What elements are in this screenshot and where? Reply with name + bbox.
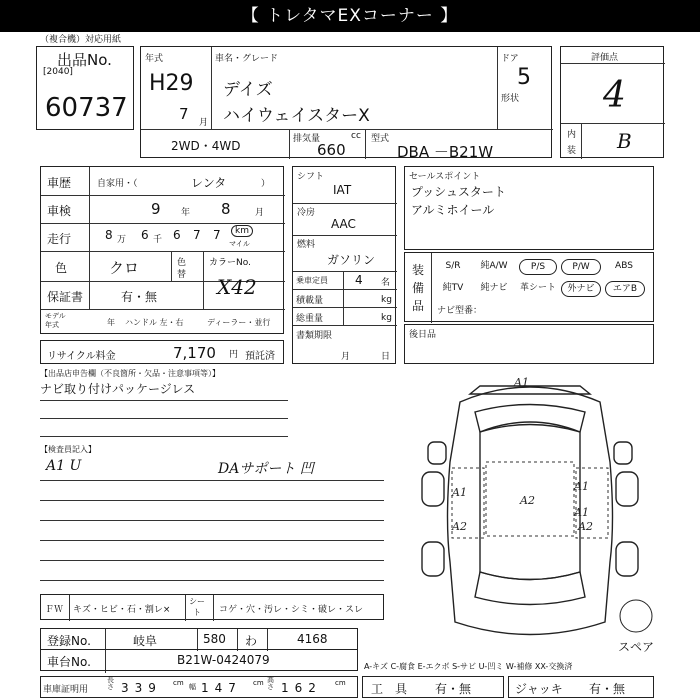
tools-value: 有・無 bbox=[435, 682, 472, 696]
model-year-handle: ハンドル 左・右 bbox=[125, 318, 184, 327]
car-rear-window bbox=[475, 572, 585, 605]
aircon-label: 冷房 bbox=[297, 208, 316, 218]
load-unit: kg bbox=[381, 295, 392, 305]
top-note: （複合機）対応用紙 bbox=[40, 35, 122, 45]
recycle-label: リサイクル料金 bbox=[47, 351, 116, 362]
sales-line-1: プッシュスタート bbox=[411, 185, 506, 199]
vehicle-box bbox=[140, 46, 552, 161]
equip-abs: ABS bbox=[615, 261, 633, 271]
displacement-unit: cc bbox=[351, 131, 361, 141]
tools-row bbox=[362, 676, 504, 698]
mark-roof: A2 bbox=[520, 494, 535, 507]
equip-leather: 革シート bbox=[519, 283, 556, 293]
car-diagram bbox=[400, 372, 660, 652]
warranty-label: 保証書 bbox=[47, 290, 84, 304]
cert-label: 車庫証明用 bbox=[43, 685, 89, 695]
interior-label-2: 装 bbox=[567, 146, 577, 156]
fw-items-2: コゲ・穴・汚レ・シミ・破レ・スレ bbox=[219, 605, 364, 615]
mileage-u1: 万 bbox=[117, 235, 127, 245]
exhibitor-label: 【出品店申告欄（不良箇所・欠品・注意事項等）】 bbox=[40, 369, 220, 378]
model-year-year: 年 bbox=[107, 318, 115, 327]
equip-label-3: 品 bbox=[412, 299, 425, 313]
shape-label: 形状 bbox=[501, 94, 520, 104]
aftermarket-box bbox=[404, 324, 654, 364]
recycle-box bbox=[40, 340, 284, 364]
equip-pw: P/W bbox=[561, 259, 601, 275]
cert-d2: 幅 bbox=[189, 683, 196, 691]
weight-unit: kg bbox=[381, 313, 392, 323]
mark-right-mid: A1 bbox=[574, 506, 589, 519]
inspection-label: 車検 bbox=[47, 204, 72, 218]
mark-left-front: A1 bbox=[452, 486, 467, 499]
shift-label: シフト bbox=[297, 172, 325, 182]
load-label: 積載量 bbox=[296, 296, 324, 306]
cert-d1: 長さ bbox=[107, 676, 114, 691]
mileage-u2: 千 bbox=[153, 235, 163, 245]
plate-place: 岐阜 bbox=[133, 634, 158, 648]
type-value: DBA －B21W bbox=[397, 143, 494, 161]
equip-nav-model: ナビ型番： bbox=[437, 306, 483, 316]
year-month: 7 bbox=[179, 105, 189, 123]
wheel-front-right bbox=[616, 472, 638, 506]
equip-ps: P/S bbox=[519, 259, 557, 275]
plate-class: 580 bbox=[203, 632, 226, 646]
displacement-value: 660 bbox=[317, 141, 346, 159]
model-grade: ハイウェイスターX bbox=[223, 106, 370, 126]
details-table bbox=[40, 166, 284, 334]
color-no-value: X42 bbox=[217, 275, 257, 299]
damage-legend: A-キズ C-腐食 E-エクボ S-サビ U-凹ミ W-補修 XX-交換済 bbox=[364, 662, 573, 671]
mileage-d2: 6 bbox=[141, 228, 149, 242]
wheel-rear-right bbox=[616, 542, 638, 576]
aircon-value: AAC bbox=[331, 217, 356, 231]
lot-number: 60737 bbox=[45, 93, 128, 123]
model-year-label-2: 年式 bbox=[45, 321, 59, 329]
color-change-1: 色 bbox=[177, 258, 187, 268]
jack-value: 有・無 bbox=[589, 682, 626, 696]
car-mirror-right bbox=[614, 442, 632, 464]
color-no-label: カラーNo. bbox=[209, 258, 251, 268]
lot-small: [2040] bbox=[43, 67, 73, 77]
spare-label: スペア bbox=[618, 640, 655, 654]
type-label: 型式 bbox=[371, 134, 390, 144]
interior-label-1: 内 bbox=[567, 130, 577, 140]
plate-kana: わ bbox=[245, 634, 258, 648]
model-label: 車名・グレード bbox=[215, 54, 279, 64]
score-label: 評価点 bbox=[591, 53, 619, 63]
fw-items: キズ・ヒビ・石・割レ× bbox=[73, 605, 171, 615]
equip-airbag: エアB bbox=[605, 281, 645, 297]
mark-right-front: A1 bbox=[574, 480, 589, 493]
exhibitor-text: ナビ取り付けパッケージレス bbox=[40, 382, 196, 396]
spare-tire-icon bbox=[620, 600, 652, 632]
wheel-rear-left bbox=[422, 542, 444, 576]
displacement-label: 排気量 bbox=[293, 134, 321, 144]
model-name: デイズ bbox=[223, 80, 273, 100]
doors-value: 5 bbox=[517, 65, 531, 90]
recycle-status: 預託済 bbox=[245, 351, 275, 362]
cert-row bbox=[40, 676, 358, 698]
tools-label: 工 具 bbox=[371, 682, 408, 696]
chassis-label: 車台No. bbox=[47, 655, 91, 669]
cert-unit-1: cm bbox=[173, 679, 184, 687]
chassis-row bbox=[40, 649, 358, 671]
history-close: ） bbox=[261, 179, 271, 189]
score-box bbox=[560, 46, 664, 158]
history-value: レンタ bbox=[191, 176, 227, 190]
plate-number: 4168 bbox=[297, 632, 328, 646]
inspector-left: A1 U bbox=[46, 458, 82, 474]
model-year-label-1: モデル bbox=[45, 312, 66, 320]
mileage-label: 走行 bbox=[47, 232, 72, 246]
equip-sr: S/R bbox=[445, 261, 461, 271]
capacity-unit: 名 bbox=[381, 278, 391, 288]
mileage-d3: 6 bbox=[173, 228, 181, 242]
aftermarket-label: 後日品 bbox=[409, 330, 437, 340]
inspection-month: 8 bbox=[221, 200, 231, 218]
chassis-value: B21W-0424079 bbox=[177, 653, 270, 667]
fw-side-2: ト bbox=[193, 608, 201, 617]
mileage-d4: 7 bbox=[193, 228, 201, 242]
deadline-month: 月 bbox=[341, 352, 351, 362]
year-label: 年式 bbox=[145, 54, 164, 64]
color-change-2: 替 bbox=[177, 270, 187, 280]
spec-table bbox=[292, 166, 396, 364]
jack-label: ジャッキ bbox=[515, 682, 563, 696]
sales-label: セールスポイント bbox=[409, 172, 481, 182]
recycle-value: 7,170 bbox=[173, 344, 216, 362]
fw-label: ＦＷ bbox=[45, 605, 64, 615]
mark-left-rear: A2 bbox=[452, 520, 467, 533]
equip-ext-nav: 外ナビ bbox=[561, 281, 601, 297]
mark-right-rear: A2 bbox=[578, 520, 593, 533]
jack-row bbox=[508, 676, 654, 698]
inspection-year-unit: 年 bbox=[181, 208, 191, 218]
cert-v2: 147 bbox=[201, 681, 242, 695]
plate-label: 登録No. bbox=[47, 634, 91, 648]
mileage-d1: 8 bbox=[105, 228, 113, 242]
year-month-unit: 月 bbox=[199, 118, 209, 128]
equip-tv: 純TV bbox=[442, 283, 464, 293]
equipment-box bbox=[404, 252, 654, 322]
capacity-value: 4 bbox=[355, 273, 363, 287]
banner: 【 トレタマEXコーナー 】 bbox=[0, 0, 700, 32]
drive-type: 2WD・4WD bbox=[171, 139, 241, 153]
deadline-day: 日 bbox=[381, 352, 391, 362]
history-label: 車歴 bbox=[47, 176, 72, 190]
equip-label-1: 装 bbox=[412, 263, 425, 277]
model-year-dealer: ディーラー・並行 bbox=[207, 318, 271, 327]
equip-label-2: 備 bbox=[412, 281, 425, 295]
fuel-value: ガソリン bbox=[327, 253, 376, 267]
doors-label: ドア bbox=[501, 54, 519, 64]
warranty-value: 有・無 bbox=[121, 290, 158, 304]
lot-box bbox=[36, 46, 134, 130]
inspection-month-unit: 月 bbox=[255, 208, 265, 218]
mileage-mile: マイル bbox=[229, 240, 250, 248]
mileage-d5: 7 bbox=[213, 228, 221, 242]
plate-row bbox=[40, 628, 358, 650]
capacity-label: 乗車定員 bbox=[296, 276, 328, 285]
sales-box bbox=[404, 166, 654, 250]
inspector-right: DAサポート 凹 bbox=[218, 461, 314, 477]
history-options: 自家用・（ bbox=[97, 179, 138, 189]
lot-label: 出品No. bbox=[57, 51, 112, 69]
fuel-label: 燃料 bbox=[297, 240, 316, 250]
interior-value: B bbox=[617, 129, 632, 153]
cert-unit-3: cm bbox=[335, 679, 346, 687]
color-value: クロ bbox=[109, 259, 140, 277]
mark-spoiler: A1 bbox=[514, 376, 529, 389]
inspection-year: 9 bbox=[151, 200, 161, 218]
cert-unit-2: cm bbox=[253, 679, 264, 687]
year-era: H29 bbox=[149, 71, 194, 96]
mileage-km: km bbox=[231, 225, 253, 237]
fw-side-1: シー bbox=[189, 597, 205, 606]
inspector-label: 【検査員記入】 bbox=[40, 445, 96, 454]
car-mirror-left bbox=[428, 442, 446, 464]
deadline-label: 書類期限 bbox=[296, 331, 333, 341]
recycle-unit: 円 bbox=[229, 350, 239, 360]
score-value: 4 bbox=[603, 75, 626, 116]
equip-aw: 純A/W bbox=[480, 261, 508, 271]
weight-label: 総重量 bbox=[296, 314, 324, 324]
color-label: 色 bbox=[55, 261, 68, 275]
cert-v3: 162 bbox=[281, 681, 322, 695]
shift-value: IAT bbox=[333, 183, 352, 197]
cert-d3: 高さ bbox=[267, 676, 274, 691]
fw-row bbox=[40, 594, 384, 620]
equip-nav: 純ナビ bbox=[480, 283, 508, 293]
cert-v1: 339 bbox=[121, 681, 162, 695]
wheel-front-left bbox=[422, 472, 444, 506]
sales-line-2: アルミホイール bbox=[411, 203, 495, 217]
